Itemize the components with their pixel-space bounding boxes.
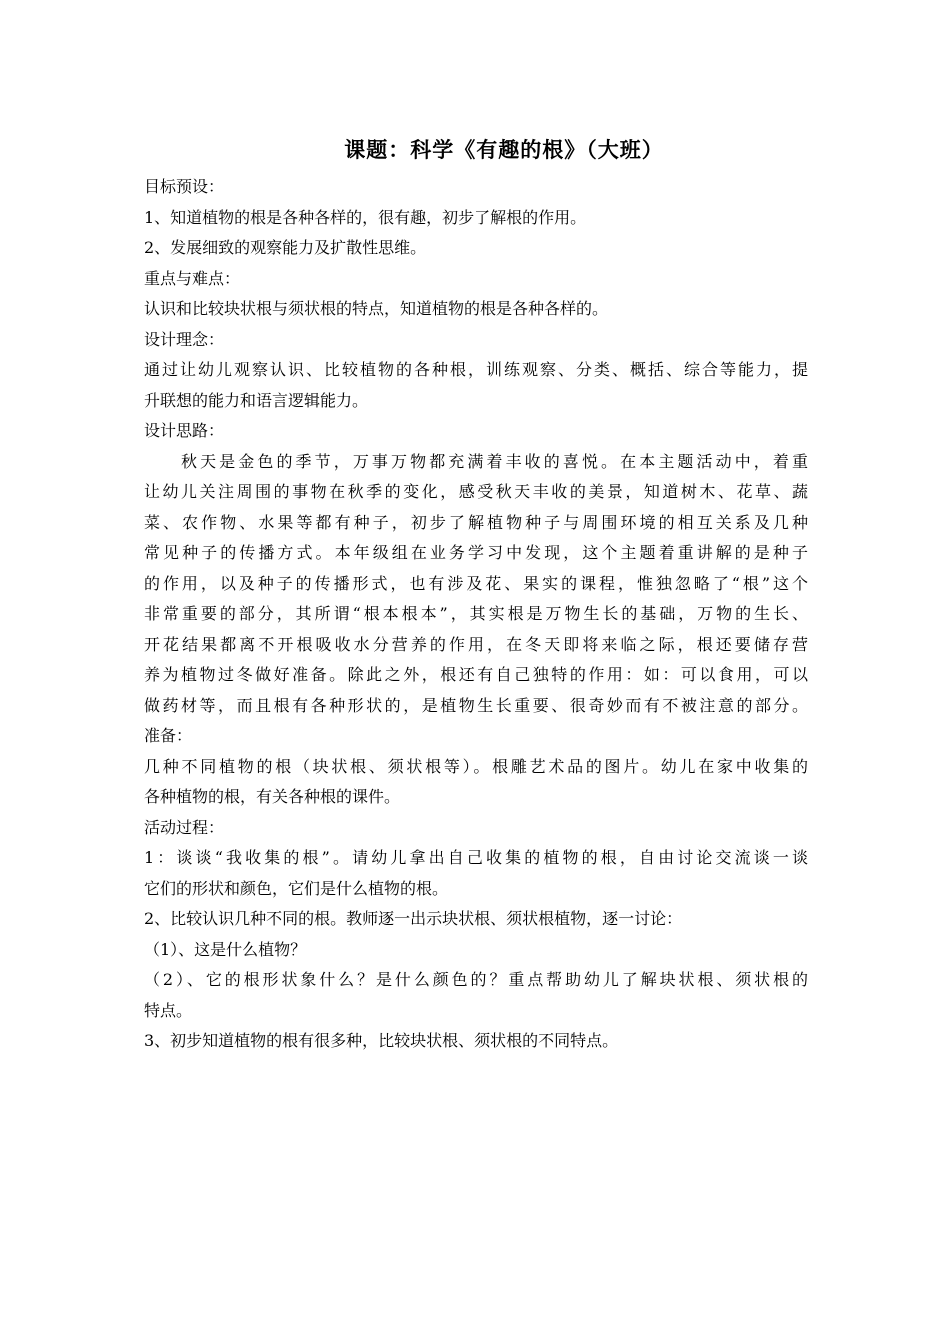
goal-item-1: 1、知道植物的根是各种各样的，很有趣，初步了解根的作用。 [144,207,587,227]
document-body [144,172,808,1057]
design-idea-paragraph-line: 的作用，以及种子的传播形式，也有涉及花、果实的课程，惟独忽略了“根”这个 [144,573,808,593]
design-idea-paragraph-line: 让幼儿关注周围的事物在秋季的变化，感受秋天丰收的美景，知道树木、花草、蔬 [144,482,808,501]
activity-step-2-sub-1: （1）、这是什么植物？ [144,939,307,959]
design-idea-paragraph-line: 常见种子的传播方式。本年级组在业务学习中发现，这个主题着重讲解的是种子 [144,543,808,562]
section-heading-key-points: 重点与难点： [144,268,241,288]
design-idea-paragraph-line: 做药材等，而且根有各种形状的，是植物生长重要、很奇妙而有不被注意的部分。 [144,695,808,715]
design-idea-paragraph-line: 非常重要的部分，其所谓“根本根本”，其实根是万物生长的基础，万物的生长、 [144,604,808,623]
design-idea-paragraph-line: 开花结果都离不开根吸收水分营养的作用，在冬天即将来临之际，根还要储存营 [144,634,808,654]
document-title: 课题：科学《有趣的根》（大班） [344,137,664,162]
preparation-text-line: 各种植物的根，有关各种根的课件。 [144,787,401,806]
goal-item-2: 2、发展细致的观察能力及扩散性思维。 [144,238,427,257]
activity-step-2-sub-2-line: （2）、它的根形状象什么？是什么颜色的？重点帮助幼儿了解块状根、须状根的 [144,970,808,989]
design-idea-paragraph-line: 秋天是金色的季节，万事万物都充满着丰收的喜悦。在本主题活动中，着重 [181,451,808,471]
activity-step-2: 2、比较认识几种不同的根。教师逐一出示块状根、须状根植物，逐一讨论： [144,909,683,928]
preparation-text-line: 几种不同植物的根（块状根、须状根等）。根雕艺术品的图片。幼儿在家中收集的 [144,756,808,776]
design-idea-paragraph-line: 菜、农作物、水果等都有种子，初步了解植物种子与周围环境的相互关系及几种 [144,512,808,532]
activity-step-1-line: 1：谈谈“我收集的根”。请幼儿拿出自己收集的植物的根，自由讨论交流谈一谈 [144,848,808,867]
section-heading-preparation: 准备： [144,726,193,745]
design-concept-text-line: 通过让幼儿观察认识、比较植物的各种根，训练观察、分类、概括、综合等能力，提 [144,360,808,379]
section-heading-design-concept: 设计理念： [144,329,225,349]
design-concept-text-line: 升联想的能力和语言逻辑能力。 [144,390,369,410]
design-idea-paragraph-line: 养为植物过冬做好准备。除此之外，根还有自己独特的作用：如：可以食用，可以 [144,665,808,684]
activity-step-1-line: 它们的形状和颜色，它们是什么植物的根。 [144,878,449,898]
section-heading-design-idea: 设计思路： [144,421,225,440]
key-points-text: 认识和比较块状根与须状根的特点，知道植物的根是各种各样的。 [144,299,609,318]
section-heading-activity-process: 活动过程： [144,817,225,837]
activity-step-3: 3、初步知道植物的根有很多种，比较块状根、须状根的不同特点。 [144,1031,619,1050]
section-heading-goals: 目标预设： [144,177,225,196]
activity-step-2-sub-2-line: 特点。 [144,1000,193,1020]
